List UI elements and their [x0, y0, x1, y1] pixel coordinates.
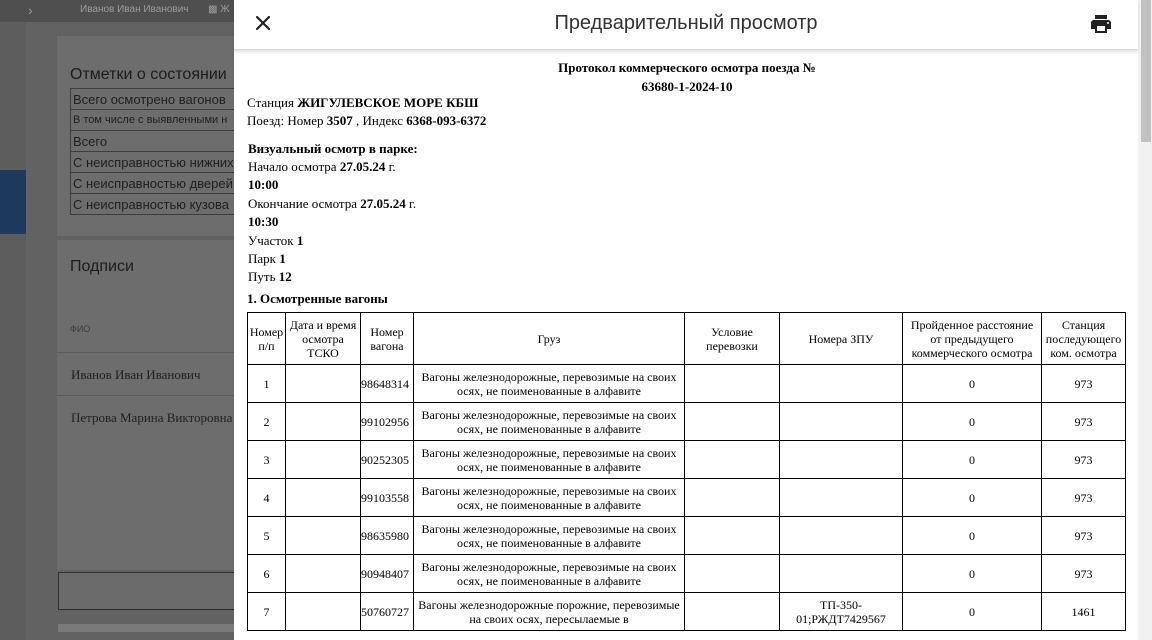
start-line: [248, 158, 396, 176]
end-suffix: г.: [409, 196, 417, 211]
dialog-header: [234, 0, 1138, 50]
section-value: 1: [296, 233, 304, 248]
row-wagon: 98635980: [361, 517, 414, 555]
status-row: Всего осмотрено вагонов: [71, 89, 245, 110]
train-line: [247, 112, 486, 130]
topbar-lock-text: Ж: [220, 4, 230, 15]
end-line: [248, 195, 416, 213]
row-datetime: [286, 555, 361, 593]
start-time-line: [248, 176, 278, 194]
row-datetime: [286, 441, 361, 479]
row-datetime: [286, 403, 361, 441]
table-row: [248, 441, 1126, 479]
row-zpu: ТП-350-01;РЖДТ7429567: [780, 593, 903, 631]
start-label: Начало осмотра: [248, 159, 337, 174]
column-header: Номер п/п: [248, 313, 286, 365]
row-number: 5: [248, 517, 286, 555]
row-station: 973: [1042, 555, 1126, 593]
end-label: Окончание осмотра: [248, 196, 358, 211]
row-distance: 0: [903, 555, 1042, 593]
row-cargo: Вагоны железнодорожные порожние, перевозимые на своих осях, пересылаемые в: [414, 593, 685, 631]
station-value: ЖИГУЛЕВСКОЕ МОРЕ КБШ: [297, 95, 479, 110]
row-station: 973: [1042, 441, 1126, 479]
end-date: 27.05.24: [360, 196, 406, 211]
row-condition: [685, 441, 780, 479]
track-label: Путь: [248, 269, 276, 284]
printer-icon: [1089, 12, 1113, 36]
visual-inspection-label: Визуальный осмотр в парке:: [248, 141, 418, 156]
table-row: [248, 555, 1126, 593]
row-wagon: 98648314: [361, 365, 414, 403]
train-label: Поезд: Номер: [247, 113, 324, 128]
signature-person: Петрова Марина Викторовна: [71, 410, 233, 425]
row-cargo: Вагоны железнодорожные, перевозимые на своих осях, не поименованные в алфавите: [414, 555, 685, 593]
topbar-user: Иванов Иван Иванович: [80, 4, 189, 15]
fio-column-label: ФИО: [70, 324, 91, 334]
row-station: 973: [1042, 479, 1126, 517]
row-wagon: 99103558: [361, 479, 414, 517]
row-cargo: Вагоны железнодорожные, перевозимые на своих осях, не поименованные в алфавите: [414, 479, 685, 517]
topbar-lock-label: ▩ Ж: [208, 4, 230, 15]
row-zpu: [780, 403, 903, 441]
row-station: 1461: [1042, 593, 1126, 631]
signatures-card: [57, 240, 237, 570]
table-row: [248, 517, 1126, 555]
status-row: Всего: [71, 131, 245, 152]
row-cargo: Вагоны железнодорожные, перевозимые на своих осях, не поименованные в алфавите: [414, 365, 685, 403]
row-zpu: [780, 517, 903, 555]
column-header: Станция последующего ком. осмотра: [1042, 313, 1126, 365]
station-label: Станция: [247, 95, 294, 110]
row-zpu: [780, 365, 903, 403]
status-row: В том числе с выявленными н: [71, 110, 245, 131]
visual-inspection-title: [248, 140, 418, 158]
row-zpu: [780, 479, 903, 517]
row-number: 2: [248, 403, 286, 441]
row-distance: 0: [903, 593, 1042, 631]
section-label: Участок: [248, 233, 294, 248]
wagons-section-title: 1. Осмотренные вагоны: [247, 291, 388, 306]
end-time: 10:30: [248, 214, 279, 229]
row-number: 7: [248, 593, 286, 631]
track-line: [248, 268, 292, 286]
table-row: [248, 365, 1126, 403]
row-condition: [685, 517, 780, 555]
status-marks-card: [57, 36, 237, 236]
row-number: 1: [248, 365, 286, 403]
preview-dialog: [234, 0, 1152, 640]
row-zpu: [780, 555, 903, 593]
row-datetime: [286, 365, 361, 403]
signature-person: Иванов Иван Иванович: [71, 367, 201, 382]
row-wagon: 50760727: [361, 593, 414, 631]
background-input-box: [58, 572, 238, 610]
row-wagon: 99102956: [361, 403, 414, 441]
row-condition: [685, 555, 780, 593]
park-line: [248, 250, 286, 268]
signature-row: [57, 352, 237, 395]
wagons-table: [247, 312, 1126, 631]
dialog-title: Предварительный просмотр: [554, 12, 818, 34]
row-distance: 0: [903, 365, 1042, 403]
row-number: 4: [248, 479, 286, 517]
row-distance: 0: [903, 441, 1042, 479]
end-time-line: [248, 213, 278, 231]
row-station: 973: [1042, 517, 1126, 555]
row-number: 3: [248, 441, 286, 479]
row-distance: 0: [903, 479, 1042, 517]
row-condition: [685, 403, 780, 441]
protocol-title: [247, 58, 1127, 96]
row-wagon: 90252305: [361, 441, 414, 479]
column-header: Пройденное расстояние от предыдущего коммерческого осмотра: [903, 313, 1042, 365]
status-row: С неисправностью кузова: [71, 194, 245, 215]
table-header-row: [248, 313, 1126, 365]
column-header: Номер вагона: [361, 313, 414, 365]
status-marks-table: [70, 88, 245, 215]
start-time: 10:00: [248, 177, 279, 192]
column-header: Номера ЗПУ: [780, 313, 903, 365]
row-wagon: 90948407: [361, 555, 414, 593]
scrollbar-thumb[interactable]: [1141, 0, 1151, 142]
status-marks-title: Отметки о состоянии: [70, 66, 227, 83]
park-label: Парк: [248, 251, 276, 266]
print-button[interactable]: [1089, 12, 1113, 36]
column-header: Груз: [414, 313, 685, 365]
status-row: С неисправностью нижних: [71, 152, 245, 173]
active-nav-indicator: [0, 170, 26, 234]
row-condition: [685, 365, 780, 403]
background-left-strip: [0, 22, 26, 640]
column-header: Дата и время осмотра ТСКО: [286, 313, 361, 365]
signatures-title: Подписи: [70, 258, 134, 275]
row-distance: 0: [903, 517, 1042, 555]
row-condition: [685, 593, 780, 631]
chevron-right-icon: ›: [28, 2, 33, 18]
row-condition: [685, 479, 780, 517]
row-datetime: [286, 517, 361, 555]
row-station: 973: [1042, 403, 1126, 441]
section-line: [248, 232, 303, 250]
row-cargo: Вагоны железнодорожные, перевозимые на своих осях, не поименованные в алфавите: [414, 517, 685, 555]
index-value: 6368-093-6372: [406, 113, 487, 128]
row-station: 973: [1042, 365, 1126, 403]
row-number: 6: [248, 555, 286, 593]
index-label: , Индекс: [356, 113, 403, 128]
row-cargo: Вагоны железнодорожные, перевозимые на своих осях, не поименованные в алфавите: [414, 441, 685, 479]
background-horizontal-scrollbar: [58, 624, 234, 632]
table-row: [248, 403, 1126, 441]
train-number: 3507: [326, 113, 353, 128]
row-distance: 0: [903, 403, 1042, 441]
vertical-scrollbar[interactable]: [1138, 0, 1152, 640]
table-row: [248, 593, 1126, 631]
start-suffix: г.: [388, 159, 396, 174]
signature-row: [57, 395, 237, 438]
protocol-title-line1: Протокол коммерческого осмотра поезда №: [558, 60, 816, 75]
track-value: 12: [278, 269, 292, 284]
park-value: 1: [279, 251, 286, 266]
table-row: [248, 479, 1126, 517]
status-row: С неисправностью дверей: [71, 173, 245, 194]
row-datetime: [286, 479, 361, 517]
protocol-number: 63680-1-2024-10: [641, 79, 733, 94]
column-header: Условие перевозки: [685, 313, 780, 365]
row-cargo: Вагоны железнодорожные, перевозимые на своих осях, не поименованные в алфавите: [414, 403, 685, 441]
row-zpu: [780, 441, 903, 479]
row-datetime: [286, 593, 361, 631]
station-line: [247, 94, 478, 112]
start-date: 27.05.24: [339, 159, 386, 174]
